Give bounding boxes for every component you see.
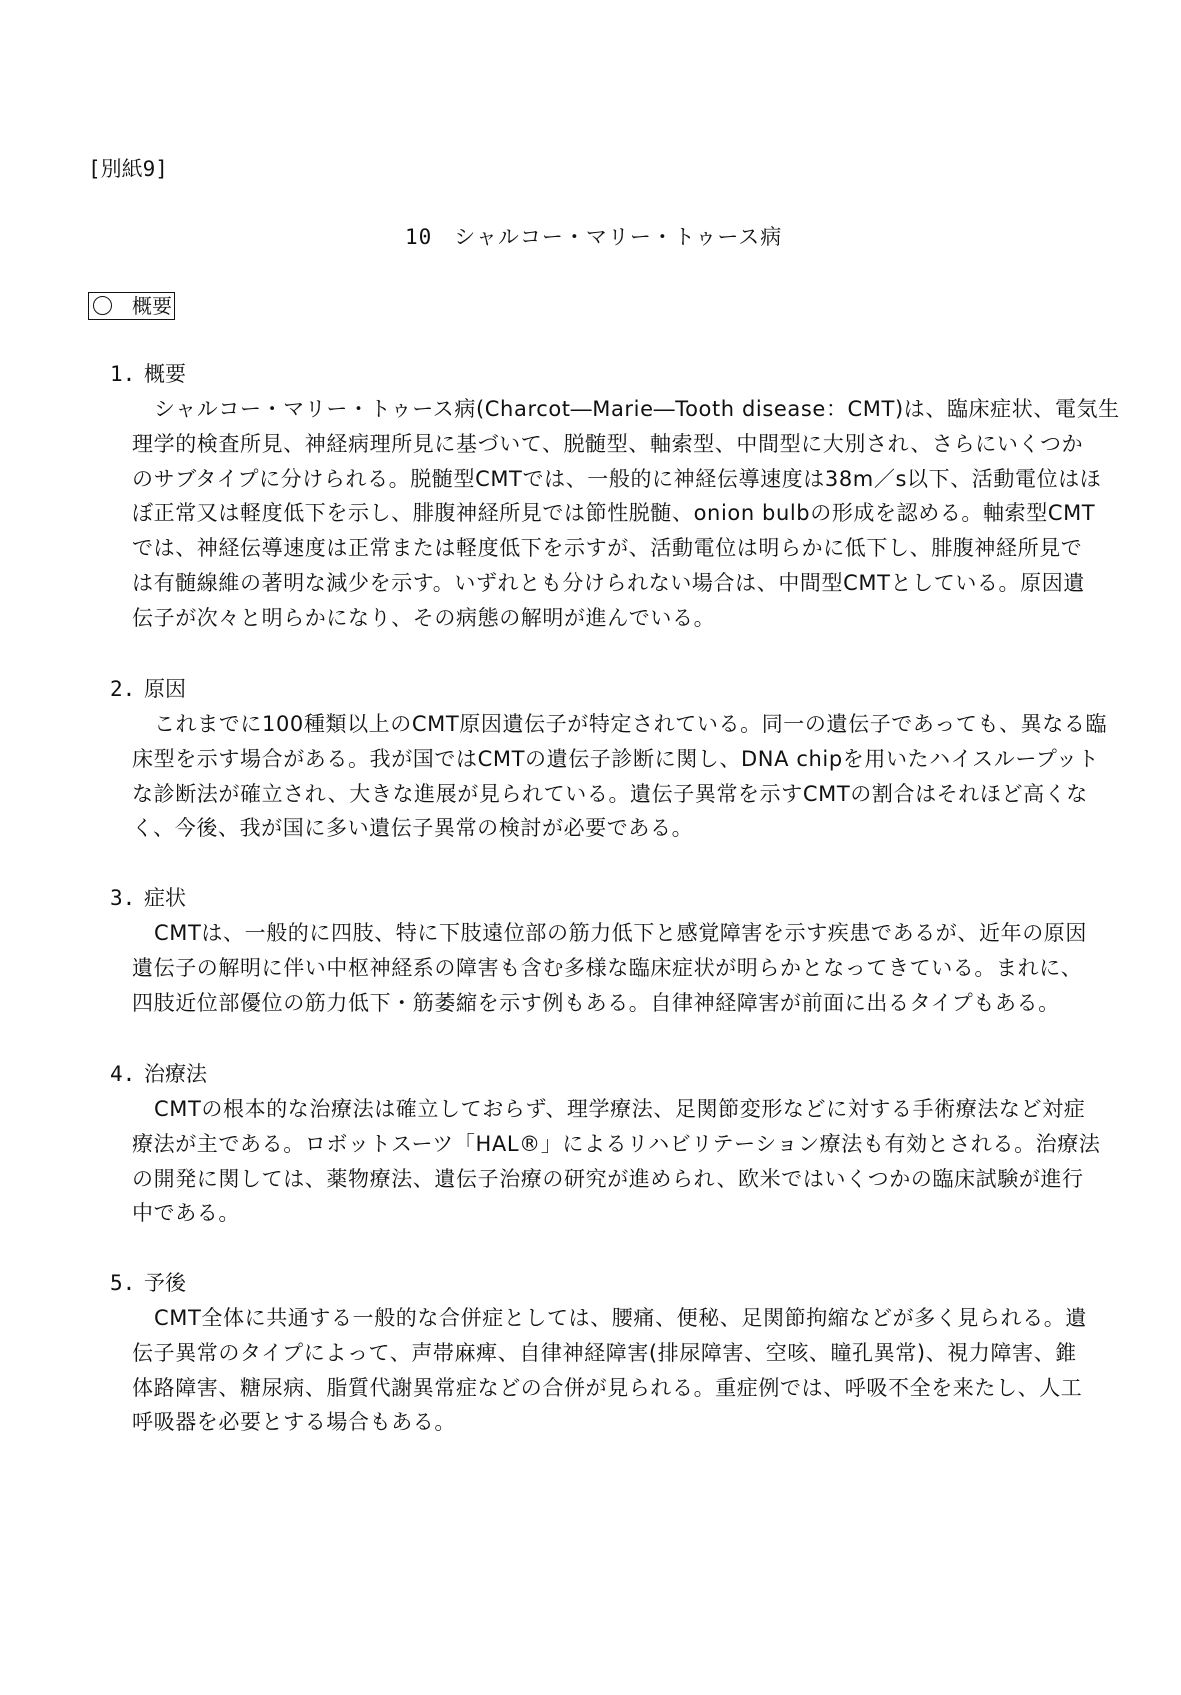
section-heading: 1. 概要 — [110, 362, 186, 386]
section-symptoms — [110, 881, 1100, 1020]
section-cause — [110, 672, 1108, 846]
boxed-heading-label: 概要 — [132, 294, 172, 318]
section-body: CMTは、一般的に四肢、特に下肢遠位部の筋力低下と感覚障害を示す疾患であるが、近年の原因 遺伝子の解明に伴い中枢神経系の障害も含む多様な臨床症状が明らかとなってきている。まれに、 四肢近位部優位の筋力低下・筋萎縮を示す例もある。自律神経障害が前面に出るタイプもある。 — [132, 921, 1088, 1015]
document-title: 10 シャルコー・マリー・トゥース病 — [405, 225, 783, 249]
section-heading: 5. 予後 — [110, 1271, 186, 1295]
annex-label: [別紙9] — [88, 157, 168, 181]
section-body: CMTの根本的な治療法は確立しておらず、理学療法、足関節変形などに対する手術療法など対症 療法が主である。ロボットスーツ「HAL®」によるリハビリテーション療法も有効とされる。治療法 の開発に関しては、薬物療法、遺伝子治療の研究が進められ、欧米ではいくつかの臨床試験が進行 中である。 — [132, 1097, 1101, 1226]
section-treatment — [110, 1057, 1100, 1231]
section-heading: 2. 原因 — [110, 677, 186, 701]
section-body: シャルコー・マリー・トゥース病(Charcot―Marie―Tooth disease：CMT)は、臨床症状、電気生 理学的検査所見、神経病理所見に基づいて、脱髄型、軸索型、中間型に大別され、さらにいくつか のサブタイプに分けられる。脱髄型CMTでは、一般的に神経伝導速度は38m／s以下、活動電位はほ ぼ正常又は軽度低下を示し、腓腹神経所見では節性脱髄、onion bulbの形成を認める。軸索型CMT では、神経伝導速度は正常または軽度低下を示すが、活動電位は明らかに低下し、腓腹神経所見で は有髄線維の著明な減少を示す。いずれとも分けられない場合は、中間型CMTとしている。原因遺 伝子が次々と明らかになり、その病態の解明が進んでいる。 — [132, 397, 1120, 630]
section-heading: 4. 治療法 — [110, 1062, 207, 1086]
section-heading: 3. 症状 — [110, 886, 186, 910]
section-body: これまでに100種類以上のCMT原因遺伝子が特定されている。同一の遺伝子であっても、異なる臨 床型を示す場合がある。我が国ではCMTの遺伝子診断に関し、DNA chipを用いたハイスループット な診断法が確立され、大きな進展が見られている。遺伝子異常を示すCMTの割合はそれほど高くな く、今後、我が国に多い遺伝子異常の検討が必要である。 — [132, 712, 1108, 841]
section-overview — [110, 357, 1120, 636]
section-body: CMT全体に共通する一般的な合併症としては、腰痛、便秘、足関節拘縮などが多く見られる。遺 伝子異常のタイプによって、声帯麻痺、自律神経障害(排尿障害、空咳、瞳孔異常)、視力障害、錐 体路障害、糖尿病、脂質代謝異常症などの合併が見られる。重症例では、呼吸不全を来たし、人工 呼吸器を必要とする場合もある。 — [132, 1306, 1088, 1435]
circle-icon — [93, 296, 112, 315]
boxed-heading — [88, 292, 175, 320]
section-prognosis — [110, 1266, 1100, 1440]
